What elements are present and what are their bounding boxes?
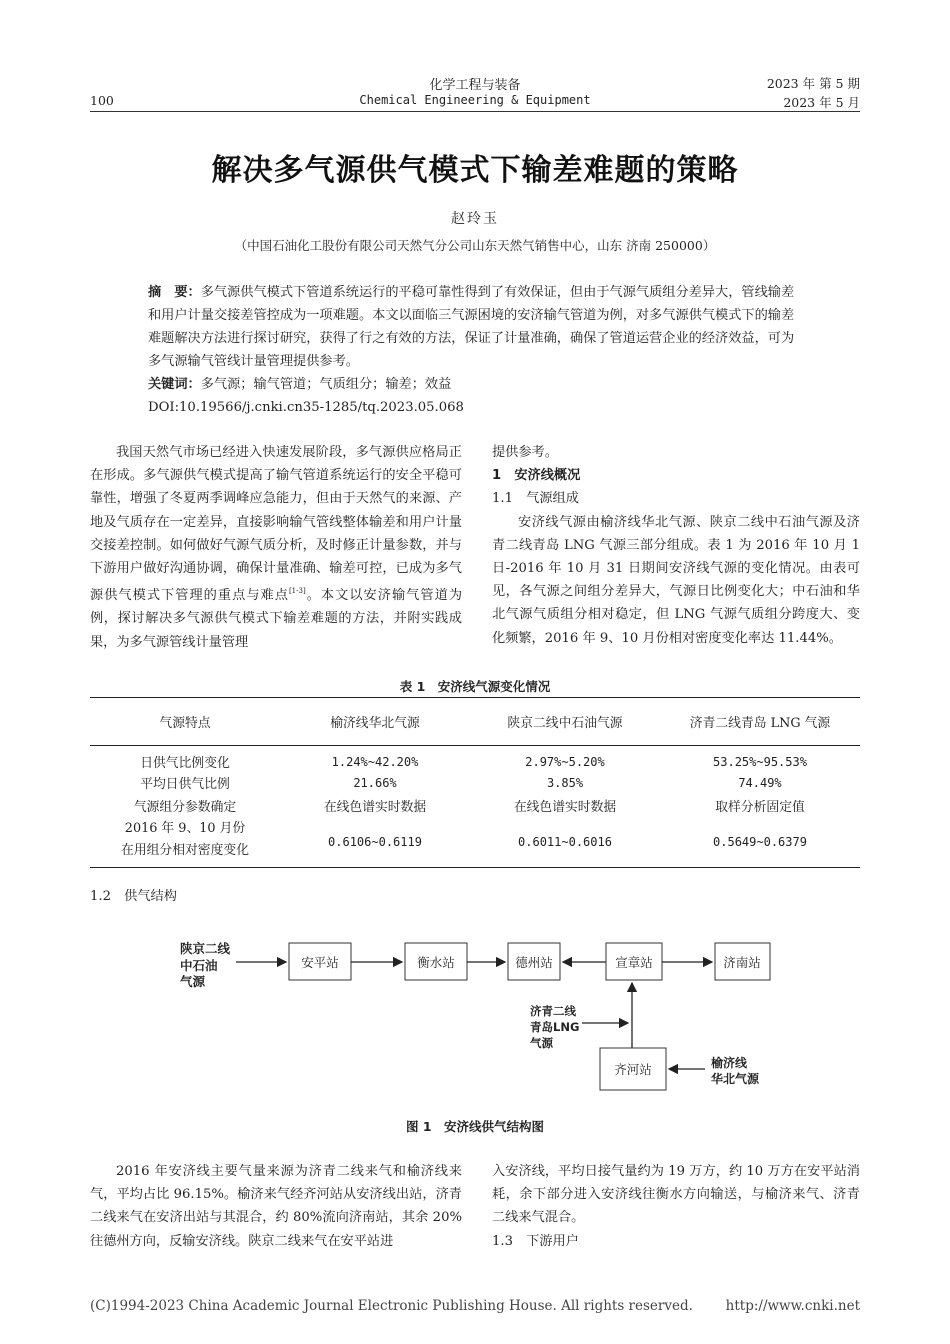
page-number: 100: [90, 93, 114, 108]
table-header-row: [90, 698, 860, 746]
intro-continued: 提供参考。: [492, 445, 558, 460]
figure-1-caption: 图 1 安济线供气结构图: [405, 1119, 545, 1134]
doi: DOI:10.19566/j.cnki.cn35-1285/tq.2023.05.068: [148, 400, 464, 415]
author: 赵玲玉: [451, 211, 499, 227]
table-cell: 1.24%~42.20%: [331, 754, 419, 769]
source-label-line: 青岛LNG: [530, 1020, 580, 1034]
abstract-block: [148, 281, 802, 419]
table-cell: 气源组分参数确定: [133, 800, 237, 815]
table-header-cell: 陕京二线中石油气源: [507, 716, 623, 731]
keywords-text: 多气源；输气管道；气质组分；输差；效益: [200, 377, 452, 392]
table-cell: [90, 817, 280, 867]
section-1-3-heading: 1.3 下游用户: [492, 1233, 579, 1249]
left-column-bottom: [90, 1160, 462, 1253]
table-1: [90, 697, 860, 868]
section-1-2-heading: 1.2 供气结构: [90, 889, 177, 904]
station-label: 齐河站: [614, 1062, 652, 1077]
table-cell: 3.85%: [546, 775, 584, 790]
table-cell-line: 2016 年 9、10 月份: [124, 821, 246, 837]
table-header-cell: 气源特点: [159, 716, 211, 731]
table-cell: 0.6011~0.6016: [518, 834, 612, 849]
intro-text-b: 。本文以安济输气管道为例，探讨解决多气源供气模式下输差难题的方法，并附实践成果，为多气源管线计量管理: [90, 588, 463, 650]
right-column-top: [492, 441, 860, 650]
table-cell-line: 在用组分相对密度变化: [121, 843, 249, 859]
article-title: 解决多气源供气模式下输差难题的策略: [211, 153, 739, 188]
abstract-text: 多气源供气模式下管道系统运行的平稳可靠性得到了有效保证，但由于气源气质组分差异大，管线输差和用户计量交接差管控成为一项难题。本文以面临三气源困境的安济输气管道为例，对多气源供气模式下的输差难题解决方法进行探讨研究，获得了行之有效的方法，保证了计量准确，确保了管道运营企业的经济效益，可为多气源输气管线计量管理提供参考。: [148, 285, 795, 369]
source-label-line: 济青二线: [530, 1004, 576, 1018]
right-column-bottom: [492, 1160, 860, 1253]
abstract-label: 摘 要：: [148, 285, 201, 300]
station-label: 衡水站: [417, 955, 455, 970]
section-1-2-paragraph-cont: 入安济线，平均日接气量约为 19 万方，约 10 万方在安平站消耗，余下部分进入安济线往衡水方向输送，与榆济来气、济青二线来气混合。: [492, 1164, 860, 1226]
source-label-line: 华北气源: [711, 1072, 760, 1086]
header-rule: [90, 111, 860, 112]
table-cell: 74.49%: [738, 775, 782, 790]
abstract: [148, 281, 802, 373]
section-1-1-heading: 1.1 气源组成: [492, 491, 579, 507]
table-row: [90, 746, 860, 772]
left-column-top: [90, 441, 462, 654]
copyright-notice: (C)1994-2023 China Academic Journal Electronic Publishing House. All rights reserved.: [90, 1298, 693, 1314]
table-cell: 在线色谱实时数据: [513, 800, 617, 815]
source-label-sjex: [180, 941, 231, 989]
keywords: [148, 373, 802, 396]
intro-paragraph: [90, 441, 462, 654]
table-cell: 2.97%~5.20%: [525, 754, 605, 769]
source-label-line: 榆济线: [711, 1056, 748, 1070]
table-row: [90, 771, 860, 794]
table-cell: 平均日供气比例: [140, 777, 230, 792]
source-label-line: 中石油: [180, 958, 218, 973]
section-1-2-paragraph: 2016 年安济线主要气量来源为济青二线来气和榆济线来气，平均占比 96.15%。榆济来气经齐河站从安济线出站，济青二线来气在安济出站与其混合，约 80%流向济南站，其余 20%往德州方向，反输安济线。陕京二线来气在安平站进: [90, 1164, 462, 1249]
keywords-label: 关键词：: [148, 377, 201, 392]
table-1-caption: 表 1 安济线气源变化情况: [399, 679, 551, 694]
section-1-heading: 1 安济线概况: [492, 468, 581, 484]
table-cell: 在线色谱实时数据: [323, 800, 427, 815]
source-label-yjx: [711, 1055, 760, 1086]
journal-name-cn: 化学工程与装备: [429, 78, 521, 93]
citation: [1-3]: [288, 587, 306, 596]
figure-1-diagram: [170, 928, 780, 1098]
section-1-1-paragraph: 安济线气源由榆济线华北气源、陕京二线中石油气源及济青二线青岛 LNG 气源三部分组成。表 1 为 2016 年 10 月 1 日-2016 年 10 月 31 日期间安济线气源的变化情况。由表可见，各气源之间组分差异大，气源日比例变化大；中石油和华北气源气质组分相对稳定，但 LNG 气源气质组分跨度大、变化频繁，2016 年 9、10 月份相对密度变化率达 11.44%。: [492, 514, 860, 646]
source-label-line: 气源: [530, 1036, 553, 1050]
intro-text-a: 我国天然气市场已经进入快速发展阶段，多气源供应格局正在形成。多气源供气模式提高了输气管道系统运行的安全平稳可靠性，增强了冬夏两季调峰应急能力，但由于天然气的来源、产地及气质存在一定差异，直接影响输气管线整体输差和用户计量交接差控制。如何做好气源气质分析，及时修正计量参数，并与下游用户做好沟通协调，确保计量准确、输差可控，已成为多气源供气模式下管理的重点与难点: [90, 445, 462, 604]
station-label: 济南站: [723, 955, 761, 970]
source-label-line: 陕京二线: [180, 941, 231, 956]
table-cell: 21.66%: [353, 775, 397, 790]
footer-url: http://www.cnki.net: [725, 1298, 860, 1314]
affiliation: （中国石油化工股份有限公司天然气分公司山东天然气销售中心，山东 济南 250000）: [234, 238, 716, 253]
table-row: [90, 817, 860, 867]
footer: [90, 1298, 860, 1314]
table-cell: 取样分析固定值: [715, 800, 805, 815]
journal-name-en: Chemical Engineering & Equipment: [359, 93, 591, 107]
station-label: 安平站: [301, 955, 339, 970]
table-cell: 0.6106~0.6119: [328, 834, 422, 849]
table-cell: 0.5649~0.6379: [713, 834, 807, 849]
station-label: 德州站: [515, 955, 553, 970]
issue-date: 2023 年 5 月: [783, 95, 860, 110]
table-header-cell: 榆济线华北气源: [330, 716, 420, 731]
table-header-cell: 济青二线青岛 LNG 气源: [689, 716, 831, 731]
table-row: [90, 794, 860, 817]
source-label-jqex: [530, 1004, 579, 1050]
table-cell: 日供气比例变化: [140, 756, 230, 771]
source-label-line: 气源: [180, 974, 206, 989]
table-cell: 53.25%~95.53%: [713, 754, 807, 769]
issue-label: 2023 年 第 5 期: [766, 76, 860, 91]
station-label: 宣章站: [615, 955, 653, 970]
